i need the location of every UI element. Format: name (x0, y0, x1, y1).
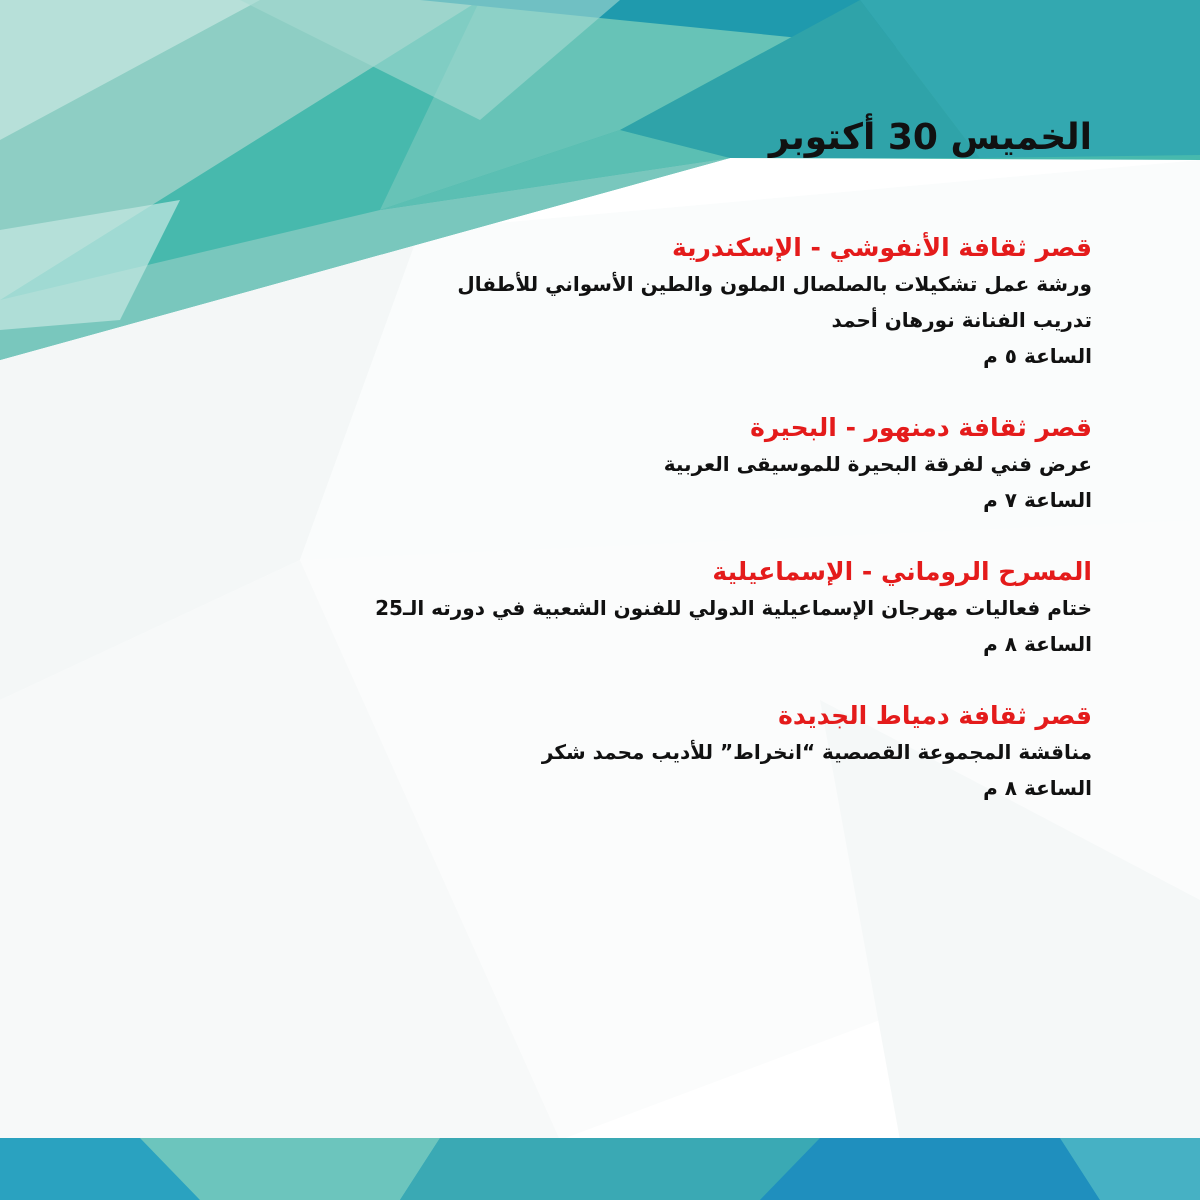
event-block-2 (332, 410, 1092, 518)
schedule-content (332, 112, 1092, 842)
event-description: تدريب الفنانة نورهان أحمد (831, 308, 1092, 332)
venue-name: قصر ثقافة دمنهور - البحيرة (750, 413, 1092, 442)
day-title: الخميس 30 أكتوبر (768, 117, 1092, 158)
event-time: الساعة ٨ م (983, 776, 1092, 800)
event-description: ورشة عمل تشكيلات بالصلصال الملون والطين الأسواني للأطفال (457, 272, 1092, 296)
event-block-3 (332, 554, 1092, 662)
event-time: الساعة ٥ م (983, 344, 1092, 368)
event-description: عرض فني لفرقة البحيرة للموسيقى العربية (663, 452, 1092, 476)
event-block-1 (332, 230, 1092, 374)
venue-name: المسرح الروماني - الإسماعيلية (712, 557, 1092, 586)
venue-name: قصر ثقافة الأنفوشي - الإسكندرية (671, 233, 1092, 262)
event-time: الساعة ٧ م (983, 488, 1092, 512)
event-description: مناقشة المجموعة القصصية “انخراط” للأديب محمد شكر (541, 740, 1092, 764)
event-time: الساعة ٨ م (983, 632, 1092, 656)
event-block-4 (332, 698, 1092, 806)
event-description: ختام فعاليات مهرجان الإسماعيلية الدولي للفنون الشعبية في دورته الـ25 (375, 596, 1092, 620)
venue-name: قصر ثقافة دمياط الجديدة (778, 701, 1092, 730)
